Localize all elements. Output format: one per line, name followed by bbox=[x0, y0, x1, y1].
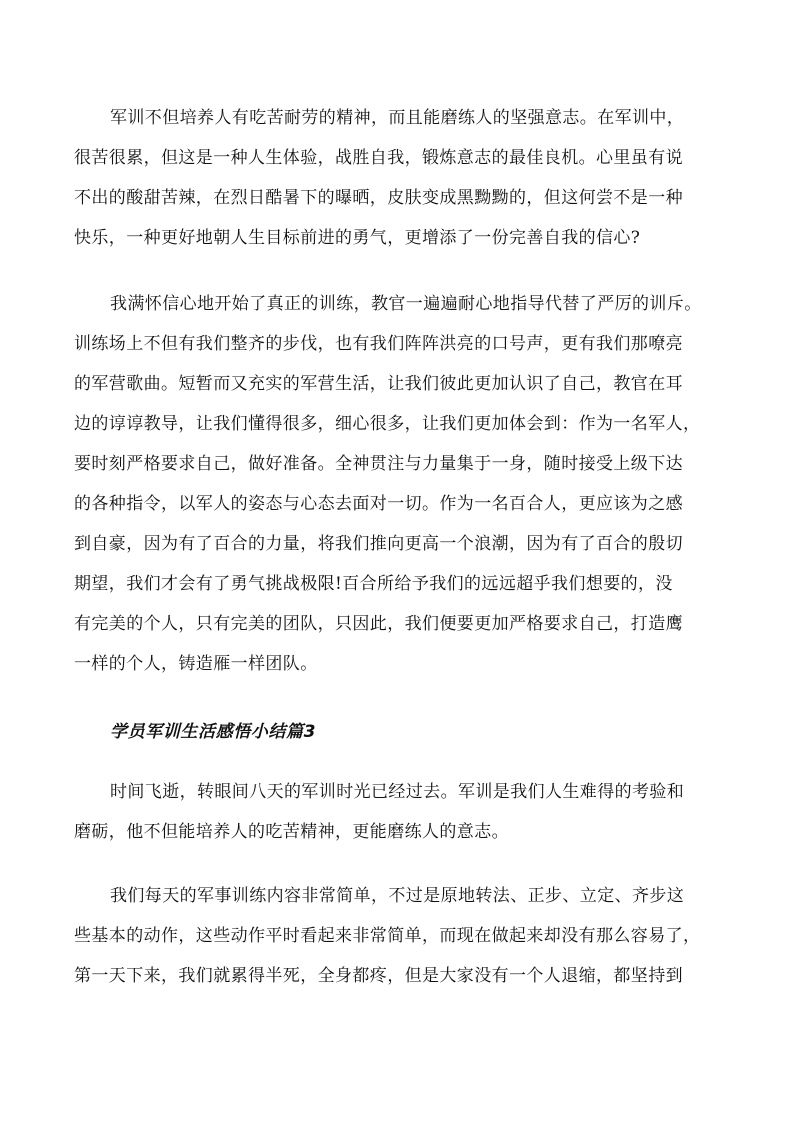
text-line: 不出的酸甜苦辣，在烈日酷暑下的曝晒，皮肤变成黑黝黝的，但这何尝不是一种 bbox=[74, 188, 683, 208]
text-line: 磨砺，他不但能培养人的吃苦精神，更能磨练人的意志。 bbox=[74, 822, 509, 842]
text-line: 快乐，一种更好地朝人生目标前进的勇气，更增添了一份完善自我的信心? bbox=[74, 228, 641, 248]
text-line: 有完美的个人，只有完美的团队，只因此，我们便要更加严格要求自己，打造鹰 bbox=[74, 614, 683, 634]
text-line: 边的谆谆教导，让我们懂得很多，细心很多，让我们更加体会到：作为一名军人， bbox=[74, 414, 701, 434]
text-line: 我满怀信心地开始了真正的训练，教官一遍遍耐心地指导代替了严厉的训斥。 bbox=[110, 294, 702, 314]
text-line: 的军营歌曲。短暂而又充实的军营生活，让我们彼此更加认识了自己，教官在耳 bbox=[74, 374, 683, 394]
text-line: 很苦很累，但这是一种人生体验，战胜自我，锻炼意志的最佳良机。心里虽有说 bbox=[74, 148, 683, 168]
text-line: 训练场上不但有我们整齐的步伐，也有我们阵阵洪亮的口号声，更有我们那嘹亮 bbox=[74, 334, 683, 354]
text-line: 期望，我们才会有了勇气挑战极限!百合所给予我们的远远超乎我们想要的，没 bbox=[74, 574, 673, 594]
text-line: 军训不但培养人有吃苦耐劳的精神，而且能磨练人的坚强意志。在军训中， bbox=[110, 108, 685, 128]
text-line: 一样的个人，铸造雁一样团队。 bbox=[74, 654, 318, 674]
section-heading: 学员军训生活感悟小结篇3 bbox=[110, 722, 317, 742]
text-line: 时间飞逝，转眼间八天的军训时光已经过去。军训是我们人生难得的考验和 bbox=[110, 782, 685, 802]
text-line: 第一天下来，我们就累得半死，全身都疼，但是大家没有一个人退缩，都坚持到 bbox=[74, 966, 683, 986]
text-line: 要时刻严格要求自己，做好准备。全神贯注与力量集于一身，随时接受上级下达 bbox=[74, 454, 683, 474]
text-line: 我们每天的军事训练内容非常简单，不过是原地转法、正步、立定、齐步这 bbox=[110, 886, 685, 906]
text-line: 的各种指令，以军人的姿态与心态去面对一切。作为一名百合人，更应该为之感 bbox=[74, 494, 683, 514]
text-line: 些基本的动作，这些动作平时看起来非常简单，而现在做起来却没有那么容易了， bbox=[74, 926, 701, 946]
text-line: 到自豪，因为有了百合的力量，将我们推向更高一个浪潮，因为有了百合的殷切 bbox=[74, 534, 683, 554]
